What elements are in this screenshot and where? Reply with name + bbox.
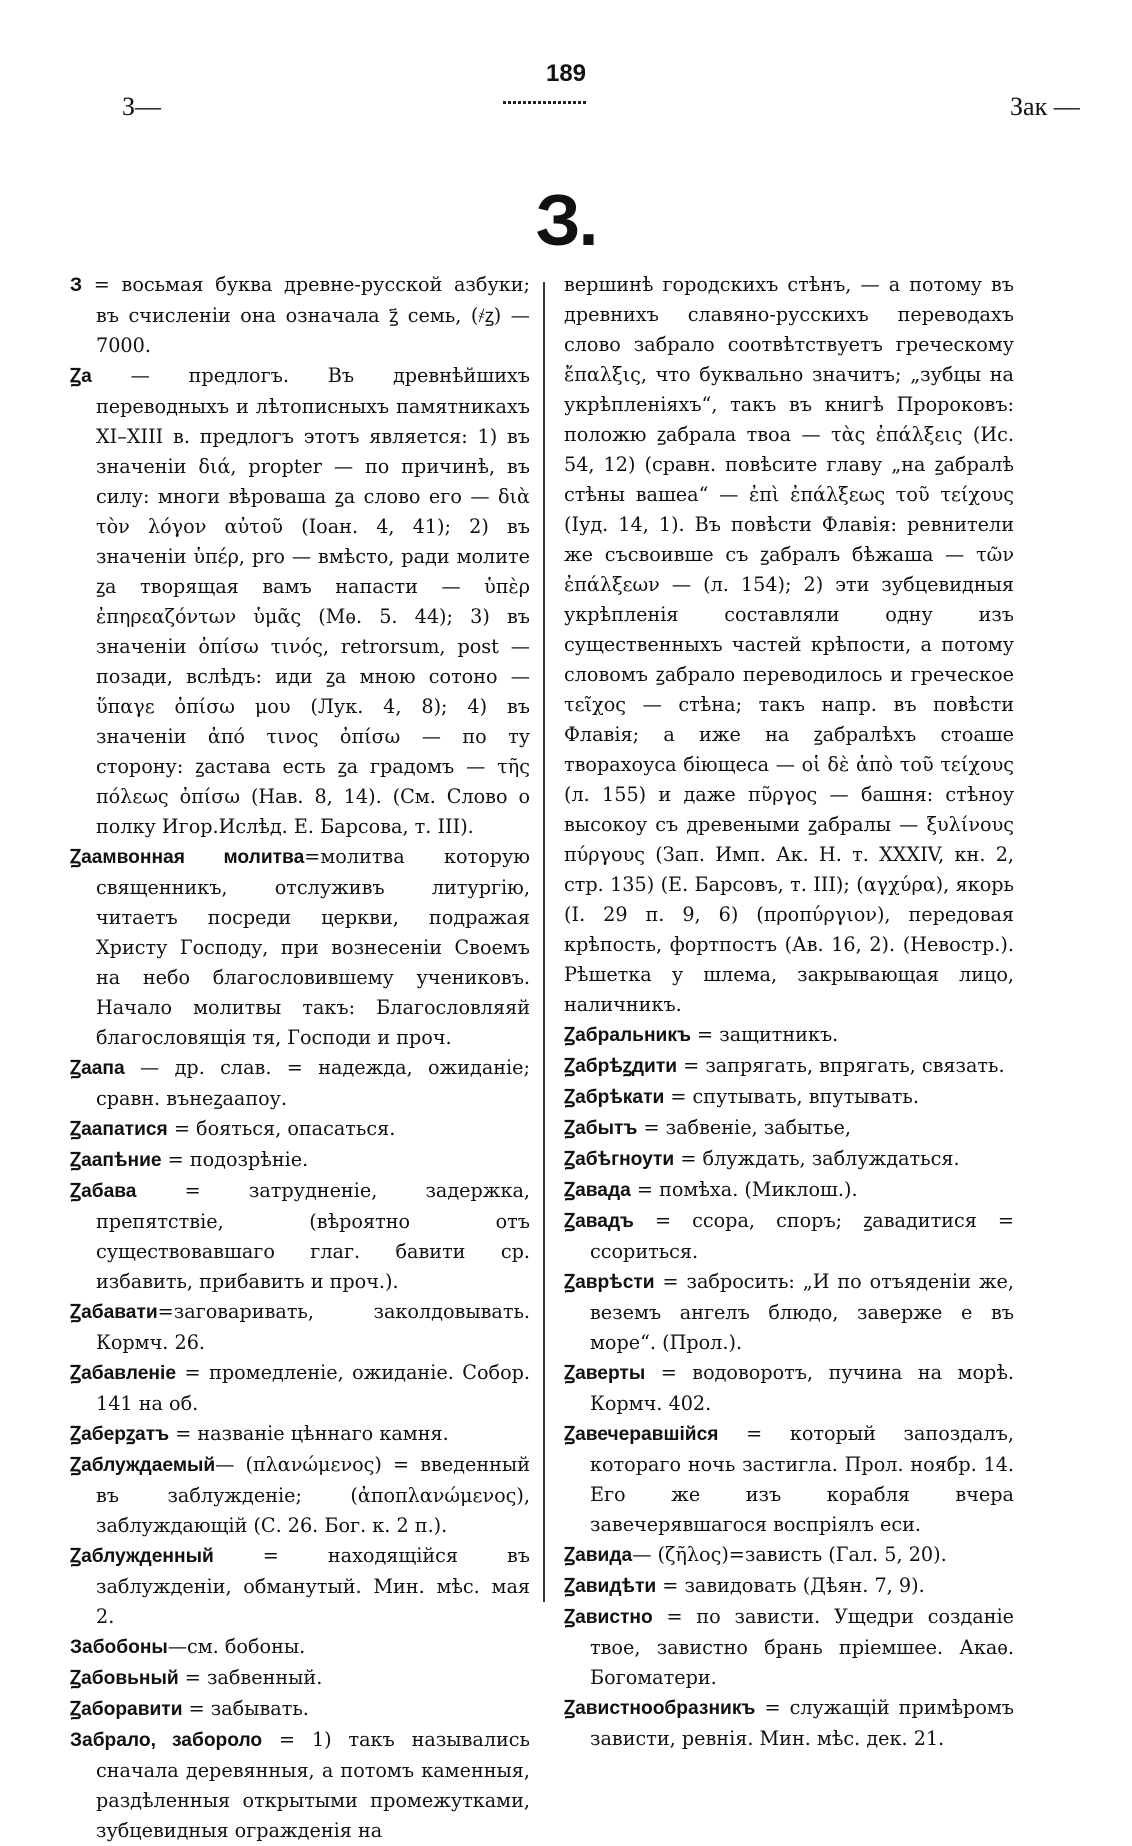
column-divider [543, 282, 545, 1602]
entry-headword: Ꙁавада [564, 1180, 631, 1201]
entry-separator: — [215, 1453, 246, 1476]
entry-separator: = [304, 845, 321, 868]
entry-separator: = [664, 1085, 693, 1108]
entry-separator: = [656, 1574, 685, 1597]
page-number: 189 [545, 60, 587, 87]
entry-definition: подозрѣніе. [189, 1148, 309, 1171]
dictionary-entry [564, 1540, 1014, 1571]
entry-headword: Ꙁавидѣти [564, 1576, 657, 1597]
entry-headword: Ꙁавистнообразникъ [564, 1698, 756, 1719]
entry-headword: Ꙁаврѣсти [564, 1272, 655, 1293]
entry-separator: = [690, 1023, 720, 1046]
entry-definition: затрудненіе, задержка, препятствіе, (вѣроятно отъ существовавшаго глаг. бавити ср. избавить, прибавить и проч.). [96, 1179, 530, 1293]
entry-definition: который запоздалъ, котораго ночь застигла. Прол. ноябр. 14. Его же изъ корабля вчера завечерявшагося воспріялъ еси. [590, 1422, 1014, 1536]
entry-headword: Ꙁаборавити [70, 1699, 183, 1720]
entry-separator: = [637, 1116, 666, 1139]
entry-separator: — [124, 1056, 175, 1079]
left-column [70, 270, 530, 1846]
entry-headword: Ꙁаапа [70, 1058, 125, 1079]
dictionary-entry [70, 1632, 530, 1663]
entry-definition: служащій примѣромъ зависти, ревнія. Мин. мѣс. дек. 21. [590, 1696, 1015, 1750]
dictionary-entry [564, 1051, 1014, 1082]
dictionary-entry [564, 1082, 1014, 1113]
entry-headword: Ꙁа [70, 366, 92, 387]
dictionary-entry [564, 270, 1014, 1020]
entry-separator: = [178, 1666, 207, 1689]
dictionary-entry [564, 1419, 1014, 1540]
entry-headword: Ꙁавадъ [564, 1211, 634, 1232]
entry-definition: заговаривать, заколдовывать. Кормч. 26. [96, 1300, 530, 1354]
entry-headword: Ꙁабытъ [564, 1118, 638, 1139]
entry-separator: — [91, 364, 189, 387]
dictionary-entry [564, 1175, 1014, 1206]
entry-definition: восьмая буква древне-русской азбуки; въ счисленіи она означала ꙁ҃ семь, (҂ꙁ) —7000. [96, 273, 530, 357]
dictionary-entry [70, 1297, 530, 1358]
entry-definition: (πλανώμενος) = введенный въ заблужденіе; (ἀποπλανώμενος), заблуждающій (С. 26. Бог. к. 2 п.). [96, 1453, 530, 1537]
entry-definition: предлогъ. Въ древнѣйшихъ переводныхъ и лѣтописныхъ памятникахъ XI–XIII в. предлогъ этотъ является: 1) въ значеніи διά, propter — по причинѣ, въ силу: многи вѣроваша ꙁа слово его — διὰ τὸν λόγον αὐτοῦ (Іоан. 4, 41); 2) въ значеніи ὑπέρ, pro — вмѣсто, ради молите ꙁа творящая вамъ напасти — ὑπὲρ ἐπηρεαζόντων ὑμᾶς (Мѳ. 5. 44); 3) въ значеніи ὀπίσω τινός, retrorsum, post — позади, вслѣдъ: иди ꙁа мною сотоно — ὕπαγε ὀπίσω μου (Лук. 4, 8); 4) въ значеніи ἀπό τινος ὀπίσω — по ту сторону: ꙁастава есть ꙁа градомъ — τῆς πόλεως ὀπίσω (Нав. 8, 14). (См. Слово о полку Игор.Ислѣд. Е. Барсова, т. III). [96, 364, 531, 838]
dictionary-entry [564, 1206, 1014, 1267]
dictionary-entry [70, 1114, 530, 1145]
dictionary-entry [564, 1113, 1014, 1144]
entry-headword: Ꙁаапатися [70, 1119, 168, 1140]
right-column [564, 270, 1014, 1754]
dictionary-entry [564, 1571, 1014, 1602]
entry-headword: Забрало, забороло [70, 1730, 263, 1751]
entry-headword: Ꙁаапѣние [70, 1150, 162, 1171]
dictionary-entry [564, 1358, 1014, 1419]
entry-headword: Ꙁаверты [564, 1363, 646, 1384]
entry-headword: Ꙁаберꙁатъ [70, 1424, 170, 1445]
dictionary-entry [70, 1725, 530, 1846]
entry-headword: Ꙁабавленіе [70, 1363, 177, 1384]
running-head-right: Зак — [1010, 92, 1080, 121]
dictionary-entry [70, 1450, 530, 1541]
dictionary-entry [70, 1053, 530, 1114]
entry-definition: см. бобоны. [187, 1635, 306, 1658]
dictionary-entry [70, 1176, 530, 1297]
entry-separator: = [677, 1054, 706, 1077]
entry-definition: забросить: „И по отъяденіи же, веземъ ангелъ блюдо, заверже е въ море“. (Прол.). [590, 1270, 1014, 1354]
entry-headword: Ꙁабавати [70, 1302, 158, 1323]
entry-separator: = [652, 1605, 697, 1628]
entry-definition: промедленіе, ожиданіе. Собор. 141 на об. [96, 1361, 531, 1415]
dictionary-entry [70, 1694, 530, 1725]
entry-definition: (ζῆλος)=зависть (Гал. 5, 20). [657, 1543, 947, 1566]
entry-headword: Ꙁаблужденный [70, 1546, 214, 1567]
dictionary-entry [70, 1663, 530, 1694]
entry-definition: ссора, споръ; ꙁавадитися = ссориться. [590, 1209, 1014, 1263]
entry-headword: Ꙁабральникъ [564, 1025, 691, 1046]
dictionary-entry [564, 1602, 1014, 1693]
entry-separator: = [169, 1422, 198, 1445]
entry-definition: забывать. [210, 1697, 309, 1720]
entry-separator: = [633, 1209, 693, 1232]
entry-separator: = [755, 1696, 790, 1719]
entry-definition: молитва которую священникъ, отслуживъ литургію, читаетъ посреди церкви, подражая Христу Господу, при вознесеніи Своемъ на небо благословившему учениковъ. Начало молитвы такъ: Благословляяй благословящія тя, Господи и проч. [96, 845, 530, 1049]
entry-headword: Ꙁавида [564, 1545, 633, 1566]
entry-separator: = [262, 1728, 312, 1751]
dictionary-entry [70, 1145, 530, 1176]
entry-definition: забвеніе, забытье, [665, 1116, 851, 1139]
dictionary-entry [70, 1358, 530, 1419]
entry-definition: бояться, опасаться. [196, 1117, 396, 1140]
running-head-left: З— [122, 92, 162, 121]
entry-separator: = [161, 1148, 190, 1171]
entry-definition: завидовать (Дѣян. 7, 9). [684, 1574, 925, 1597]
entry-definition: 1) такъ назывались сначала деревянныя, а потомъ каменныя, раздѣленныя открытыми промежутками, зубцевидныя огражденія на [96, 1728, 530, 1842]
entry-definition: водоворотъ, пучина на морѣ. Кормч. 402. [590, 1361, 1014, 1415]
dictionary-entry [564, 1267, 1014, 1358]
entry-definition: запрягать, впрягать, связать. [705, 1054, 1005, 1077]
entry-headword: Забобоны [70, 1637, 168, 1658]
dictionary-entry [70, 270, 530, 361]
entry-headword: Ꙁабава [70, 1181, 137, 1202]
entry-headword: Ꙁабовьный [70, 1668, 179, 1689]
entry-separator: = [645, 1361, 693, 1384]
entry-definition: забвенный. [206, 1666, 323, 1689]
entry-definition: блуждать, заблуждаться. [702, 1147, 960, 1170]
entry-definition: вершинѣ городскихъ стѣнъ, — а потому въ древнихъ славяно-русскихъ переводахъ слово забрало соотвѣтствуетъ греческому ἔπαλξις, что буквально значитъ; „зубцы на укрѣпленіяхъ“, такъ въ книгѣ Пророковъ: положю ꙁабрала твоа — τὰς ἐπάλξεις (Ис. 54, 12) (сравн. повѣсите главу „на ꙁабралѣ стѣны вашеа“ — ἐπὶ ἐπάλξεως τοῦ τείχους (Іуд. 14, 1). Въ повѣсти Флавія: ревнители же съсвоивше съ ꙁабралъ бѣжаша — τῶν ἐπάλξεων — (л. 154); 2) эти зубцевидныя укрѣпленія составляли одну изъ существенныхъ частей крѣпости, а потому словомъ ꙁабрало переводилось и греческое τεῖχος — стѣна; такъ напр. въ повѣсти Флавія; а иже на ꙁабралѣхъ стоаше творахоуса біющеса — οἱ δὲ ἀπὸ τοῦ τείχους (л. 155) и даже πῦργος — башня: стѣноу высокоу съ древеными ꙁабралы — ξυλίνους πύργους (Зап. Имп. Ак. Н. т. XXXIV, кн. 2, стр. 135) (Е. Барсовъ, т. III); (αγχύρα), якорь (І. 29 п. 9, 6) (προπύργιον), передовая крѣпость, фортпостъ (Ав. 16, 2). (Невостр.). Рѣшетка у шлема, закрывающая лицо, наличникъ. [564, 273, 1014, 1016]
entry-headword: Ꙁабрѣꙁдити [564, 1056, 678, 1077]
dictionary-entry [564, 1144, 1014, 1175]
entry-headword: Ꙁабѣгноути [564, 1149, 675, 1170]
entry-separator: = [167, 1117, 197, 1140]
dictionary-entry [70, 1541, 530, 1632]
entry-headword: Ꙁаблуждаемый [70, 1455, 216, 1476]
entry-separator: = [674, 1147, 703, 1170]
entry-separator: — [167, 1635, 187, 1658]
entry-headword: З [70, 275, 83, 296]
entry-separator: = [182, 1697, 211, 1720]
dictionary-entry [70, 1419, 530, 1450]
section-letter: З. [535, 181, 597, 261]
entry-definition: названіе цѣннаго камня. [197, 1422, 449, 1445]
entry-separator: = [654, 1270, 687, 1293]
dictionary-entry [70, 842, 530, 1053]
entry-definition: помѣха. (Миклош.). [659, 1178, 858, 1201]
entry-definition: др. слав. = надежда, ожиданіе; сравн. вънеꙁаапоу. [96, 1056, 530, 1110]
dictionary-entry [564, 1693, 1014, 1754]
entry-headword: Ꙁавистно [564, 1607, 653, 1628]
page-number-wavy-rule [503, 101, 587, 104]
entry-headword: Ꙁабрѣкати [564, 1087, 665, 1108]
dictionary-entry [70, 361, 530, 842]
entry-separator: = [213, 1544, 328, 1567]
entry-separator: = [718, 1422, 790, 1445]
entry-definition: защитникъ. [719, 1023, 839, 1046]
entry-separator: = [176, 1361, 210, 1384]
entry-separator: = [157, 1300, 174, 1323]
entry-definition: находящійся въ заблужденіи, обманутый. Мин. мѣс. мая 2. [96, 1544, 530, 1628]
entry-definition: спутывать, впутывать. [692, 1085, 919, 1108]
entry-separator: — [632, 1543, 658, 1566]
entry-separator: = [136, 1179, 249, 1202]
entry-separator: = [82, 273, 122, 296]
entry-headword: Ꙁавечеравшійся [564, 1424, 719, 1445]
dictionary-entry [564, 1020, 1014, 1051]
entry-headword: Ꙁаамвонная молитва [70, 847, 305, 868]
entry-definition: по зависти. Ущедри созданіе твое, завистно брань пріемшее. Акаѳ. Богоматери. [590, 1605, 1015, 1689]
entry-separator: = [630, 1178, 660, 1201]
